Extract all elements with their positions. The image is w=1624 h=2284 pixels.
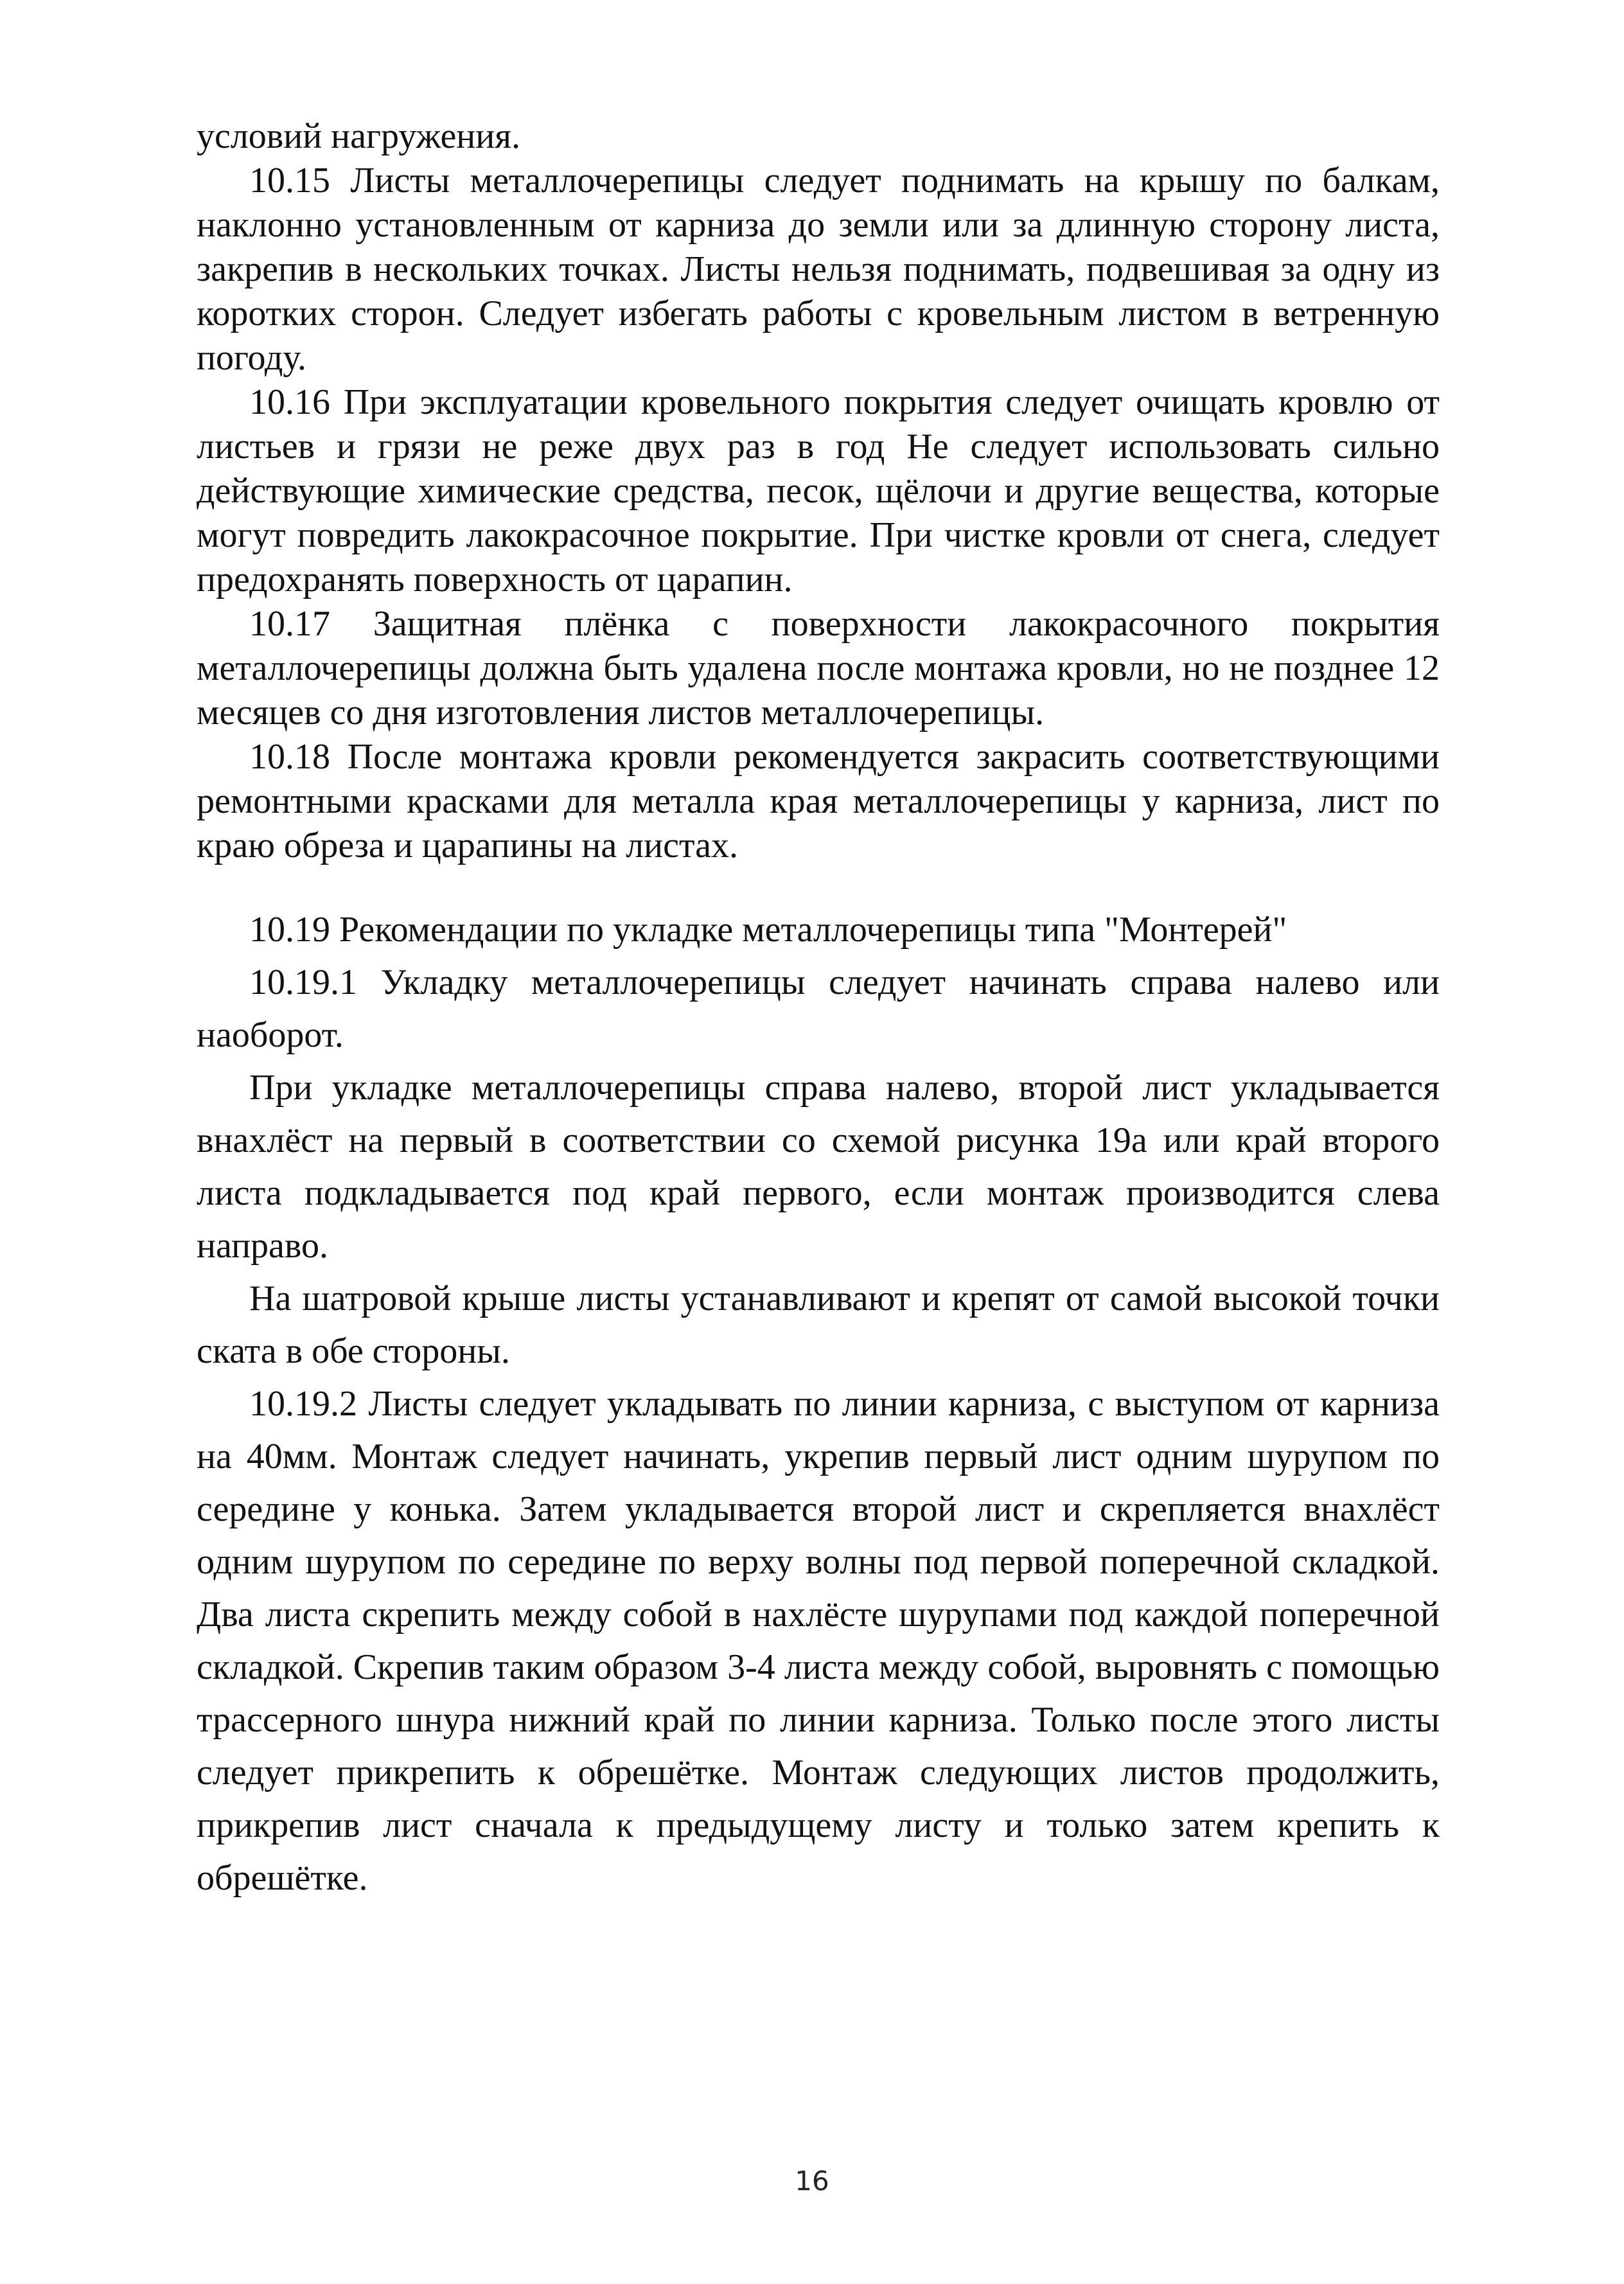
- text-block-section-10-19: [197, 903, 1440, 1904]
- document-page: [197, 114, 1440, 1904]
- paragraph-10-19-heading: 10.19 Рекомендации по укладке металлочерепицы типа "Монтерей": [249, 910, 1287, 950]
- page-number: 16: [795, 2165, 829, 2197]
- paragraph-10-15: 10.15 Листы металлочерепицы следует поднимать на крышу по балкам, наклонно установленным от карниза до земли или за длинную сторону листа, закрепив в нескольких точках. Листы нельзя поднимать, подвешивая за одну из коротких сторон. Следует избегать работы с кровельным листом в ветренную погоду.: [197, 161, 1440, 378]
- paragraph-10-19-2: 10.19.2 Листы следует укладывать по линии карниза, с выступом от карниза на 40мм. Монтаж следует начинать, укрепив первый лист одним шурупом по середине у конька. Затем укладывается второй лист и скрепляется внахлёст одним шурупом по середине по верху волны под первой поперечной складкой. Два листа скрепить между собой в нахлёсте шурупами под каждой поперечной складкой. Скрепив таким образом 3-4 листа между собой, выровнять с помощью трассерного шнура нижний край по линии карниза. Только после этого листы следует прикрепить к обрешётке. Монтаж следующих листов продолжить, прикрепив лист сначала к предыдущему листу и только затем крепить к обрешётке.: [197, 1384, 1440, 1898]
- paragraph-10-16: 10.16 При эксплуатации кровельного покрытия следует очищать кровлю от листьев и грязи не реже двух раз в год Не следует использовать сильно действующие химические средства, песок, щёлочи и другие вещества, которые могут повредить лакокрасочное покрытие. При чистке кровли от снега, следует предохранять поверхность от царапин.: [197, 382, 1440, 599]
- paragraph-laying-direction: При укладке металлочерепицы справа налево, второй лист укладывается внахлёст на первый в соответствии со схемой рисунка 19а или край второго листа подкладывается под край первого, если монтаж производится слева направо.: [197, 1068, 1440, 1266]
- paragraph-10-17: 10.17 Защитная плёнка с поверхности лакокрасочного покрытия металлочерепицы должна быть удалена после монтажа кровли, но не позднее 12 месяцев со дня изготовления листов металлочерепицы.: [197, 604, 1440, 732]
- paragraph-10-19-1: 10.19.1 Укладку металлочерепицы следует начинать справа налево или наоборот.: [197, 962, 1440, 1055]
- text-block-sections-10-15-to-10-18: [197, 114, 1440, 868]
- paragraph-10-18: 10.18 После монтажа кровли рекомендуется закрасить соответствующими ремонтными красками для металла края металлочерепицы у карниза, лист по краю обреза и царапины на листах.: [197, 737, 1440, 865]
- paragraph-hip-roof: На шатровой крыше листы устанавливают и крепят от самой высокой точки ската в обе стороны.: [197, 1279, 1440, 1371]
- paragraph-continuation: условий нагружения.: [197, 116, 520, 156]
